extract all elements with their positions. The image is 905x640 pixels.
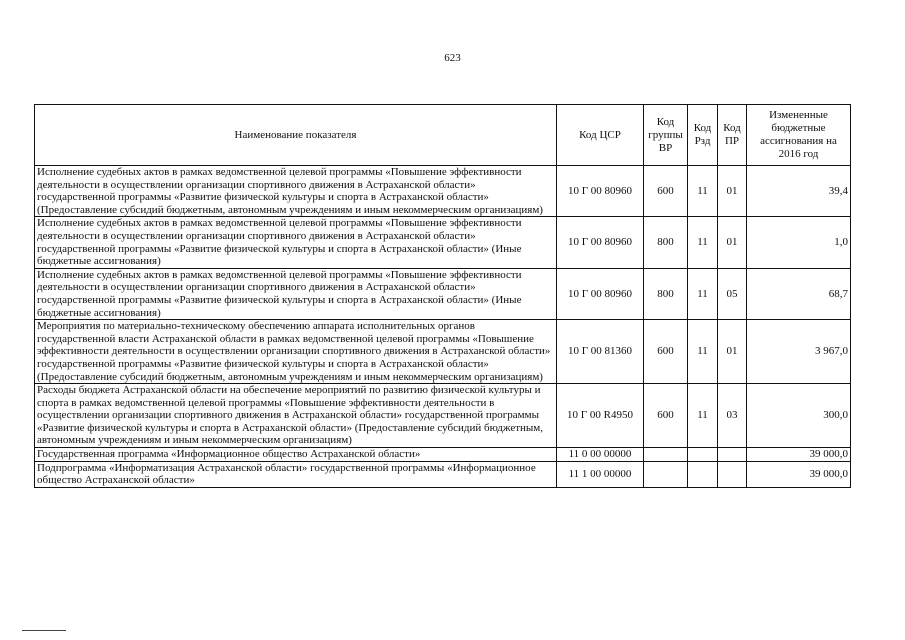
row-rzd: 11 (688, 384, 718, 448)
row-amount: 3 967,0 (747, 320, 851, 384)
row-vr: 600 (644, 166, 688, 217)
row-name: Государственная программа «Информационное общество Астраханской области» (35, 448, 557, 462)
row-rzd: 11 (688, 268, 718, 319)
row-rzd: 11 (688, 166, 718, 217)
row-vr: 600 (644, 384, 688, 448)
table-row (35, 448, 851, 462)
row-vr: 800 (644, 268, 688, 319)
budget-table (34, 104, 851, 488)
table-row (35, 320, 851, 384)
row-pr: 05 (718, 268, 747, 319)
row-vr: 800 (644, 217, 688, 268)
row-csr: 10 Г 00 80960 (557, 268, 644, 319)
table-row (35, 166, 851, 217)
header-amount: Измененные бюджетные ассигнования на 2016 год (747, 105, 851, 166)
row-name: Расходы бюджета Астраханской области на обеспечение мероприятий по развитию физической культуры и спорта в рамках ведомственной целевой программы «Повышение эффективности деятельности в осуществлении организации спортивного движения в Астраханской области» государственной программы «Развитие физической культуры и спорта в Астраханской области» (Предоставление субсидий бюджетным, автономным учреждениям и иным некоммерческим организациям) (35, 384, 557, 448)
table-row (35, 461, 851, 487)
row-name: Исполнение судебных актов в рамках ведомственной целевой программы «Повышение эффективности деятельности в осуществлении организации спортивного движения в Астраханской области» государственной программы «Развитие физической культуры и спорта в Астраханской области» (Иные бюджетные ассигнования) (35, 217, 557, 268)
table-row (35, 384, 851, 448)
table-header-row (35, 105, 851, 166)
row-csr: 10 Г 00 R4950 (557, 384, 644, 448)
row-amount: 68,7 (747, 268, 851, 319)
row-amount: 39 000,0 (747, 448, 851, 462)
row-name: Подпрограмма «Информатизация Астраханской области» государственной программы «Информационное общество Астраханской области» (35, 461, 557, 487)
header-vr: Код группы ВР (644, 105, 688, 166)
header-name: Наименование показателя (35, 105, 557, 166)
row-pr: 01 (718, 217, 747, 268)
row-vr (644, 448, 688, 462)
page-number: 623 (444, 52, 461, 64)
row-rzd: 11 (688, 217, 718, 268)
row-amount: 300,0 (747, 384, 851, 448)
row-rzd (688, 448, 718, 462)
row-vr (644, 461, 688, 487)
row-amount: 39,4 (747, 166, 851, 217)
row-name: Исполнение судебных актов в рамках ведомственной целевой программы «Повышение эффективности деятельности в осуществлении организации спортивного движения в Астраханской области» государственной программы «Развитие физической культуры и спорта в Астраханской области» (Предоставление субсидий бюджетным, автономным учреждениям и иным некоммерческим организациям) (35, 166, 557, 217)
row-name: Мероприятия по материально-техническому обеспечению аппарата исполнительных органов государственной власти Астраханской области в рамках ведомственной целевой программы «Повышение эффективности деятельности в осуществлении организации спортивного движения в Астраханской области» государственной программы «Развитие физической культуры и спорта в Астраханской области» (Предоставление субсидий бюджетным, автономным учреждениям и иным некоммерческим организациям) (35, 320, 557, 384)
row-amount: 1,0 (747, 217, 851, 268)
row-pr (718, 461, 747, 487)
row-csr: 11 1 00 00000 (557, 461, 644, 487)
row-rzd: 11 (688, 320, 718, 384)
row-pr: 01 (718, 166, 747, 217)
row-pr (718, 448, 747, 462)
row-vr: 600 (644, 320, 688, 384)
row-pr: 01 (718, 320, 747, 384)
row-name: Исполнение судебных актов в рамках ведомственной целевой программы «Повышение эффективности деятельности в осуществлении организации спортивного движения в Астраханской области» государственной программы «Развитие физической культуры и спорта в Астраханской области» (Иные бюджетные ассигнования) (35, 268, 557, 319)
row-csr: 10 Г 00 80960 (557, 217, 644, 268)
header-rzd: Код Рзд (688, 105, 718, 166)
row-csr: 10 Г 00 80960 (557, 166, 644, 217)
table-row (35, 217, 851, 268)
row-csr: 11 0 00 00000 (557, 448, 644, 462)
row-rzd (688, 461, 718, 487)
row-pr: 03 (718, 384, 747, 448)
footnote-separator (22, 630, 66, 631)
header-csr: Код ЦСР (557, 105, 644, 166)
row-amount: 39 000,0 (747, 461, 851, 487)
header-pr: Код ПР (718, 105, 747, 166)
row-csr: 10 Г 00 81360 (557, 320, 644, 384)
table-row (35, 268, 851, 319)
